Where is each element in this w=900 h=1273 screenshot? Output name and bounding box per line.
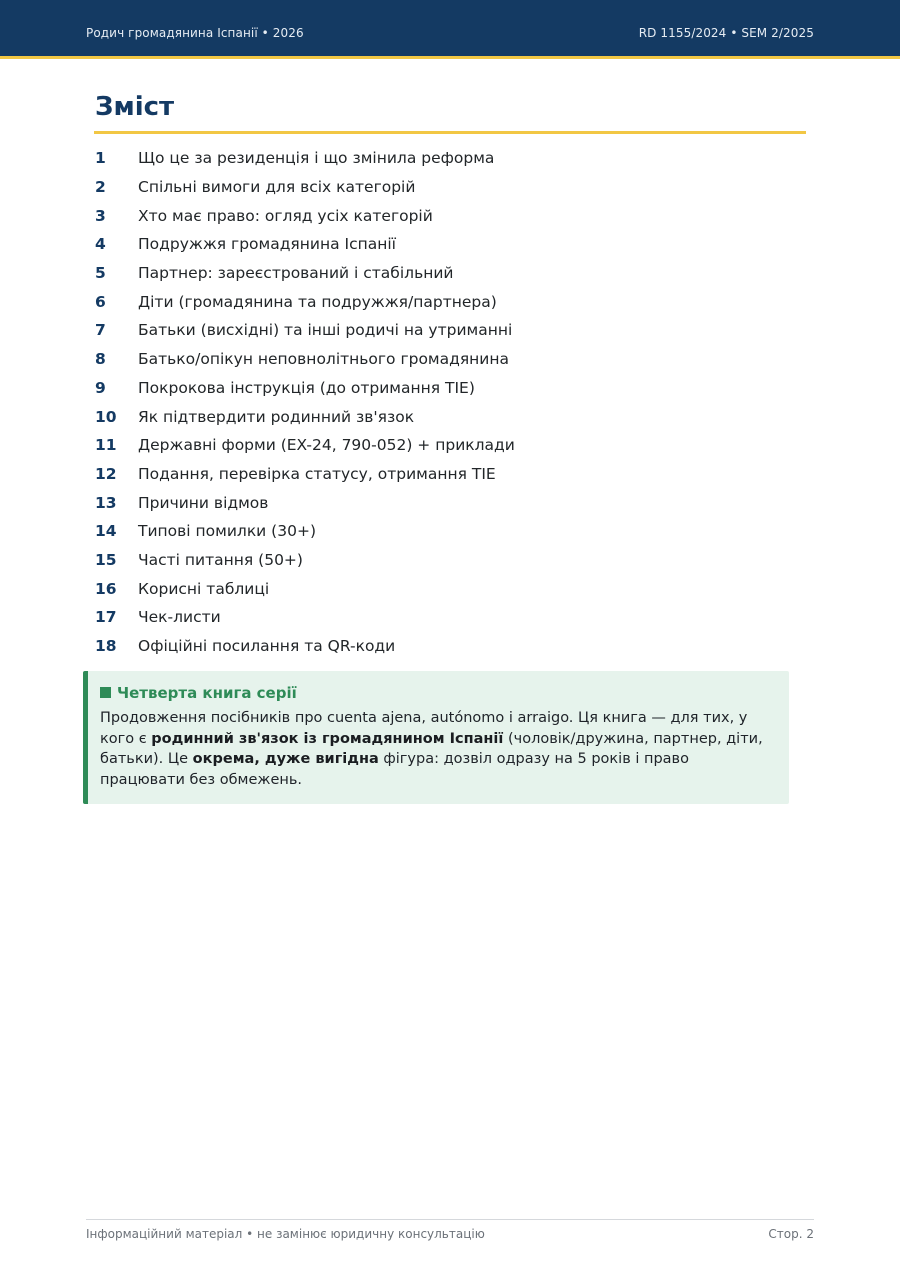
page-title: Зміст <box>95 92 175 122</box>
toc-item-number: 7 <box>95 321 106 340</box>
toc-item[interactable] <box>95 144 795 173</box>
title-underline <box>94 131 806 134</box>
toc-item-number: 12 <box>95 464 117 483</box>
toc-item-number: 9 <box>95 378 106 397</box>
toc-item[interactable] <box>95 230 795 259</box>
toc-item[interactable] <box>95 316 795 345</box>
toc-item-number: 2 <box>95 178 106 197</box>
header-book-title: Родич громадянина Іспанії • 2026 <box>86 26 304 40</box>
toc-item-number: 6 <box>95 292 106 311</box>
toc-item[interactable] <box>95 603 795 632</box>
footer-divider <box>86 1219 814 1220</box>
toc-item-number: 13 <box>95 493 117 512</box>
toc-item[interactable] <box>95 287 795 316</box>
toc-item-label: Типові помилки (30+) <box>138 522 316 541</box>
callout-body <box>100 708 773 790</box>
toc-item[interactable] <box>95 488 795 517</box>
toc-item-number: 4 <box>95 235 106 254</box>
toc-item[interactable] <box>95 431 795 460</box>
toc-item-number: 18 <box>95 637 117 656</box>
page-header <box>0 0 900 59</box>
toc-item[interactable] <box>95 173 795 202</box>
toc-item-number: 3 <box>95 206 106 225</box>
toc-item-label: Чек-листи <box>138 608 221 627</box>
toc-item[interactable] <box>95 345 795 374</box>
header-reference: RD 1155/2024 • SEM 2/2025 <box>638 26 814 40</box>
toc-item-label: Батько/опікун неповнолітнього громадянина <box>138 350 510 369</box>
callout-title <box>100 684 773 702</box>
toc-item-number: 8 <box>95 350 106 369</box>
toc-item-label: Причини відмов <box>138 493 269 512</box>
toc-item-label: Часті питання (50+) <box>138 550 303 569</box>
toc-item-number: 5 <box>95 264 106 283</box>
toc-item-label: Покрокова інструкція (до отримання TIE) <box>138 378 475 397</box>
series-callout <box>83 671 789 804</box>
callout-text-2: (чоловік/дружина, партнер, діти, батьки). Це <box>100 730 763 767</box>
toc-item-number: 15 <box>95 550 117 569</box>
toc-item-label: Що це за резиденція і що змінила реформа <box>138 149 495 168</box>
callout-text-3: фігура: дозвіл одразу на 5 років і право працювати без обмежень. <box>100 751 689 788</box>
toc-item[interactable] <box>95 402 795 431</box>
toc-item-label: Хто має право: огляд усіх категорій <box>138 206 433 225</box>
callout-bold-1: родинний зв'язок із громадянином Іспанії <box>151 730 504 747</box>
toc-item[interactable] <box>95 546 795 575</box>
toc-item-label: Подання, перевірка статусу, отримання TIE <box>138 464 496 483</box>
footer-disclaimer: Інформаційний матеріал • не замінює юридичну консультацію <box>86 1227 485 1241</box>
callout-text-1: Продовження посібників про cuenta ajena, autónomo і arraigo. Ця книга — для тих, у кого є <box>100 710 748 747</box>
toc-item-label: Як підтвердити родинний зв'язок <box>138 407 415 426</box>
callout-title-text: Четверта книга серії <box>117 684 297 702</box>
toc-item-label: Подружжя громадянина Іспанії <box>138 235 396 254</box>
toc-item-number: 16 <box>95 579 117 598</box>
table-of-contents <box>95 144 795 660</box>
toc-item-label: Партнер: зареєстрований і стабільний <box>138 264 454 283</box>
toc-item-label: Діти (громадянина та подружжя/партнера) <box>138 292 497 311</box>
toc-item[interactable] <box>95 460 795 489</box>
toc-item[interactable] <box>95 632 795 661</box>
toc-item[interactable] <box>95 201 795 230</box>
toc-item[interactable] <box>95 259 795 288</box>
toc-item-label: Корисні таблиці <box>138 579 270 598</box>
toc-item-number: 1 <box>95 149 106 168</box>
toc-item[interactable] <box>95 517 795 546</box>
toc-item-label: Офіційні посилання та QR-коди <box>138 637 396 656</box>
toc-item-number: 11 <box>95 436 117 455</box>
toc-item-label: Батьки (висхідні) та інші родичі на утриманні <box>138 321 513 340</box>
toc-item[interactable] <box>95 374 795 403</box>
toc-item-label: Спільні вимоги для всіх категорій <box>138 178 416 197</box>
green-square-icon <box>100 687 111 698</box>
page-number: Стор. 2 <box>768 1227 814 1241</box>
toc-item-label: Державні форми (EX-24, 790-052) + приклади <box>138 436 515 455</box>
callout-bold-2: окрема, дуже вигідна <box>192 751 379 767</box>
toc-item-number: 14 <box>95 522 117 541</box>
toc-item-number: 10 <box>95 407 117 426</box>
toc-item-number: 17 <box>95 608 117 627</box>
toc-item[interactable] <box>95 574 795 603</box>
